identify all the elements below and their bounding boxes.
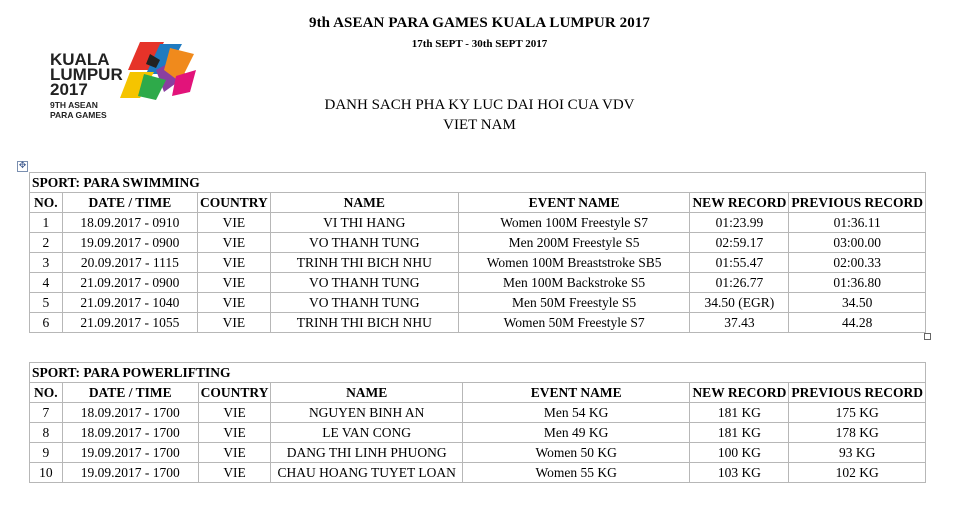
cell-previous-record: 178 KG <box>789 423 926 443</box>
cell-name: VO THANH TUNG <box>270 233 458 253</box>
cell-new-record: 01:55.47 <box>690 253 789 273</box>
cell-date-time: 19.09.2017 - 1700 <box>62 443 198 463</box>
cell-previous-record: 44.28 <box>789 313 926 333</box>
cell-date-time: 21.09.2017 - 0900 <box>62 273 197 293</box>
logo-line-2: LUMPUR <box>50 65 123 84</box>
cell-previous-record: 175 KG <box>789 403 926 423</box>
cell-event-name: Women 50M Freestyle S7 <box>458 313 690 333</box>
sport-row <box>30 363 926 383</box>
cell-name: VI THI HANG <box>270 213 458 233</box>
logo-sub-1: 9TH ASEAN <box>50 100 98 110</box>
games-dates: 17th SEPT - 30th SEPT 2017 <box>411 38 548 50</box>
cell-no: 4 <box>30 273 63 293</box>
col-previous-record: PREVIOUS RECORD <box>789 383 926 403</box>
table-row <box>30 253 926 273</box>
sport-row <box>30 173 926 193</box>
cell-no: 7 <box>30 403 63 423</box>
col-new-record: NEW RECORD <box>690 193 789 213</box>
cell-previous-record: 102 KG <box>789 463 926 483</box>
cell-new-record: 37.43 <box>690 313 789 333</box>
cell-country: VIE <box>198 443 271 463</box>
table-row <box>30 313 926 333</box>
cell-name: TRINH THI BICH NHU <box>270 313 458 333</box>
cell-event-name: Men 50M Freestyle S5 <box>458 293 690 313</box>
cell-event-name: Men 200M Freestyle S5 <box>458 233 690 253</box>
cell-country: VIE <box>198 463 271 483</box>
cell-date-time: 18.09.2017 - 1700 <box>62 423 198 443</box>
col-country: COUNTRY <box>198 383 271 403</box>
col-date-time: DATE / TIME <box>62 193 197 213</box>
cell-new-record: 100 KG <box>690 443 789 463</box>
col-new-record: NEW RECORD <box>690 383 789 403</box>
cell-country: VIE <box>198 313 271 333</box>
logo-sub-2: PARA GAMES <box>50 110 107 120</box>
cell-new-record: 181 KG <box>690 403 789 423</box>
cell-country: VIE <box>198 273 271 293</box>
swimming-records-table <box>29 172 926 333</box>
cell-country: VIE <box>198 423 271 443</box>
cell-no: 5 <box>30 293 63 313</box>
header-row <box>30 193 926 213</box>
header-row <box>30 383 926 403</box>
cell-new-record: 103 KG <box>690 463 789 483</box>
col-name: NAME <box>271 383 462 403</box>
table-row <box>30 403 926 423</box>
cell-name: VO THANH TUNG <box>270 273 458 293</box>
cell-name: CHAU HOANG TUYET LOAN <box>271 463 462 483</box>
cell-name: NGUYEN BINH AN <box>271 403 462 423</box>
cell-previous-record: 01:36.11 <box>789 213 926 233</box>
cell-previous-record: 03:00.00 <box>789 233 926 253</box>
col-no: NO. <box>30 383 63 403</box>
cell-date-time: 21.09.2017 - 1055 <box>62 313 197 333</box>
cell-date-time: 18.09.2017 - 0910 <box>62 213 197 233</box>
cell-new-record: 181 KG <box>690 423 789 443</box>
col-event-name: EVENT NAME <box>458 193 690 213</box>
cell-name: TRINH THI BICH NHU <box>270 253 458 273</box>
logo-graphic-icon <box>120 40 198 102</box>
table-move-icon[interactable]: ✥ <box>18 161 27 171</box>
col-date-time: DATE / TIME <box>62 383 198 403</box>
cell-new-record: 02:59.17 <box>690 233 789 253</box>
cell-name: VO THANH TUNG <box>270 293 458 313</box>
cell-no: 9 <box>30 443 63 463</box>
cell-event-name: Men 49 KG <box>462 423 690 443</box>
table-row <box>30 443 926 463</box>
table-row <box>30 423 926 443</box>
cell-new-record: 01:26.77 <box>690 273 789 293</box>
table-row <box>30 293 926 313</box>
col-no: NO. <box>30 193 63 213</box>
powerlifting-records-table <box>29 362 926 483</box>
cell-previous-record: 93 KG <box>789 443 926 463</box>
cell-name: LE VAN CONG <box>271 423 462 443</box>
cell-date-time: 19.09.2017 - 1700 <box>62 463 198 483</box>
games-title: 9th ASEAN PARA GAMES KUALA LUMPUR 2017 <box>308 15 651 31</box>
cell-country: VIE <box>198 403 271 423</box>
cell-country: VIE <box>198 293 271 313</box>
table-row <box>30 233 926 253</box>
col-name: NAME <box>270 193 458 213</box>
col-event-name: EVENT NAME <box>462 383 690 403</box>
logo-line-3: 2017 <box>50 80 88 99</box>
cell-date-time: 18.09.2017 - 1700 <box>62 403 198 423</box>
table-resize-icon[interactable] <box>924 333 931 340</box>
cell-no: 1 <box>30 213 63 233</box>
cell-no: 8 <box>30 423 63 443</box>
cell-country: VIE <box>198 253 271 273</box>
document-title-line-1: DANH SACH PHA KY LUC DAI HOI CUA VDV <box>324 97 635 113</box>
cell-new-record: 34.50 (EGR) <box>690 293 789 313</box>
cell-country: VIE <box>198 233 271 253</box>
cell-previous-record: 01:36.80 <box>789 273 926 293</box>
cell-event-name: Men 54 KG <box>462 403 690 423</box>
document-title <box>0 95 959 135</box>
cell-event-name: Women 50 KG <box>462 443 690 463</box>
cell-event-name: Women 55 KG <box>462 463 690 483</box>
table-row <box>30 463 926 483</box>
table-row <box>30 273 926 293</box>
cell-name: DANG THI LINH PHUONG <box>271 443 462 463</box>
cell-previous-record: 02:00.33 <box>789 253 926 273</box>
cell-date-time: 21.09.2017 - 1040 <box>62 293 197 313</box>
sport-label: SPORT: PARA SWIMMING <box>30 173 926 193</box>
cell-event-name: Women 100M Freestyle S7 <box>458 213 690 233</box>
cell-date-time: 20.09.2017 - 1115 <box>62 253 197 273</box>
cell-event-name: Women 100M Breaststroke SB5 <box>458 253 690 273</box>
cell-no: 6 <box>30 313 63 333</box>
sport-label: SPORT: PARA POWERLIFTING <box>30 363 926 383</box>
cell-no: 10 <box>30 463 63 483</box>
cell-country: VIE <box>198 213 271 233</box>
col-previous-record: PREVIOUS RECORD <box>789 193 926 213</box>
cell-event-name: Men 100M Backstroke S5 <box>458 273 690 293</box>
logo-line-1: KUALA <box>50 50 110 69</box>
cell-new-record: 01:23.99 <box>690 213 789 233</box>
cell-no: 3 <box>30 253 63 273</box>
cell-previous-record: 34.50 <box>789 293 926 313</box>
cell-no: 2 <box>30 233 63 253</box>
table-row <box>30 213 926 233</box>
col-country: COUNTRY <box>198 193 271 213</box>
document-title-line-2: VIET NAM <box>443 117 516 133</box>
cell-date-time: 19.09.2017 - 0900 <box>62 233 197 253</box>
